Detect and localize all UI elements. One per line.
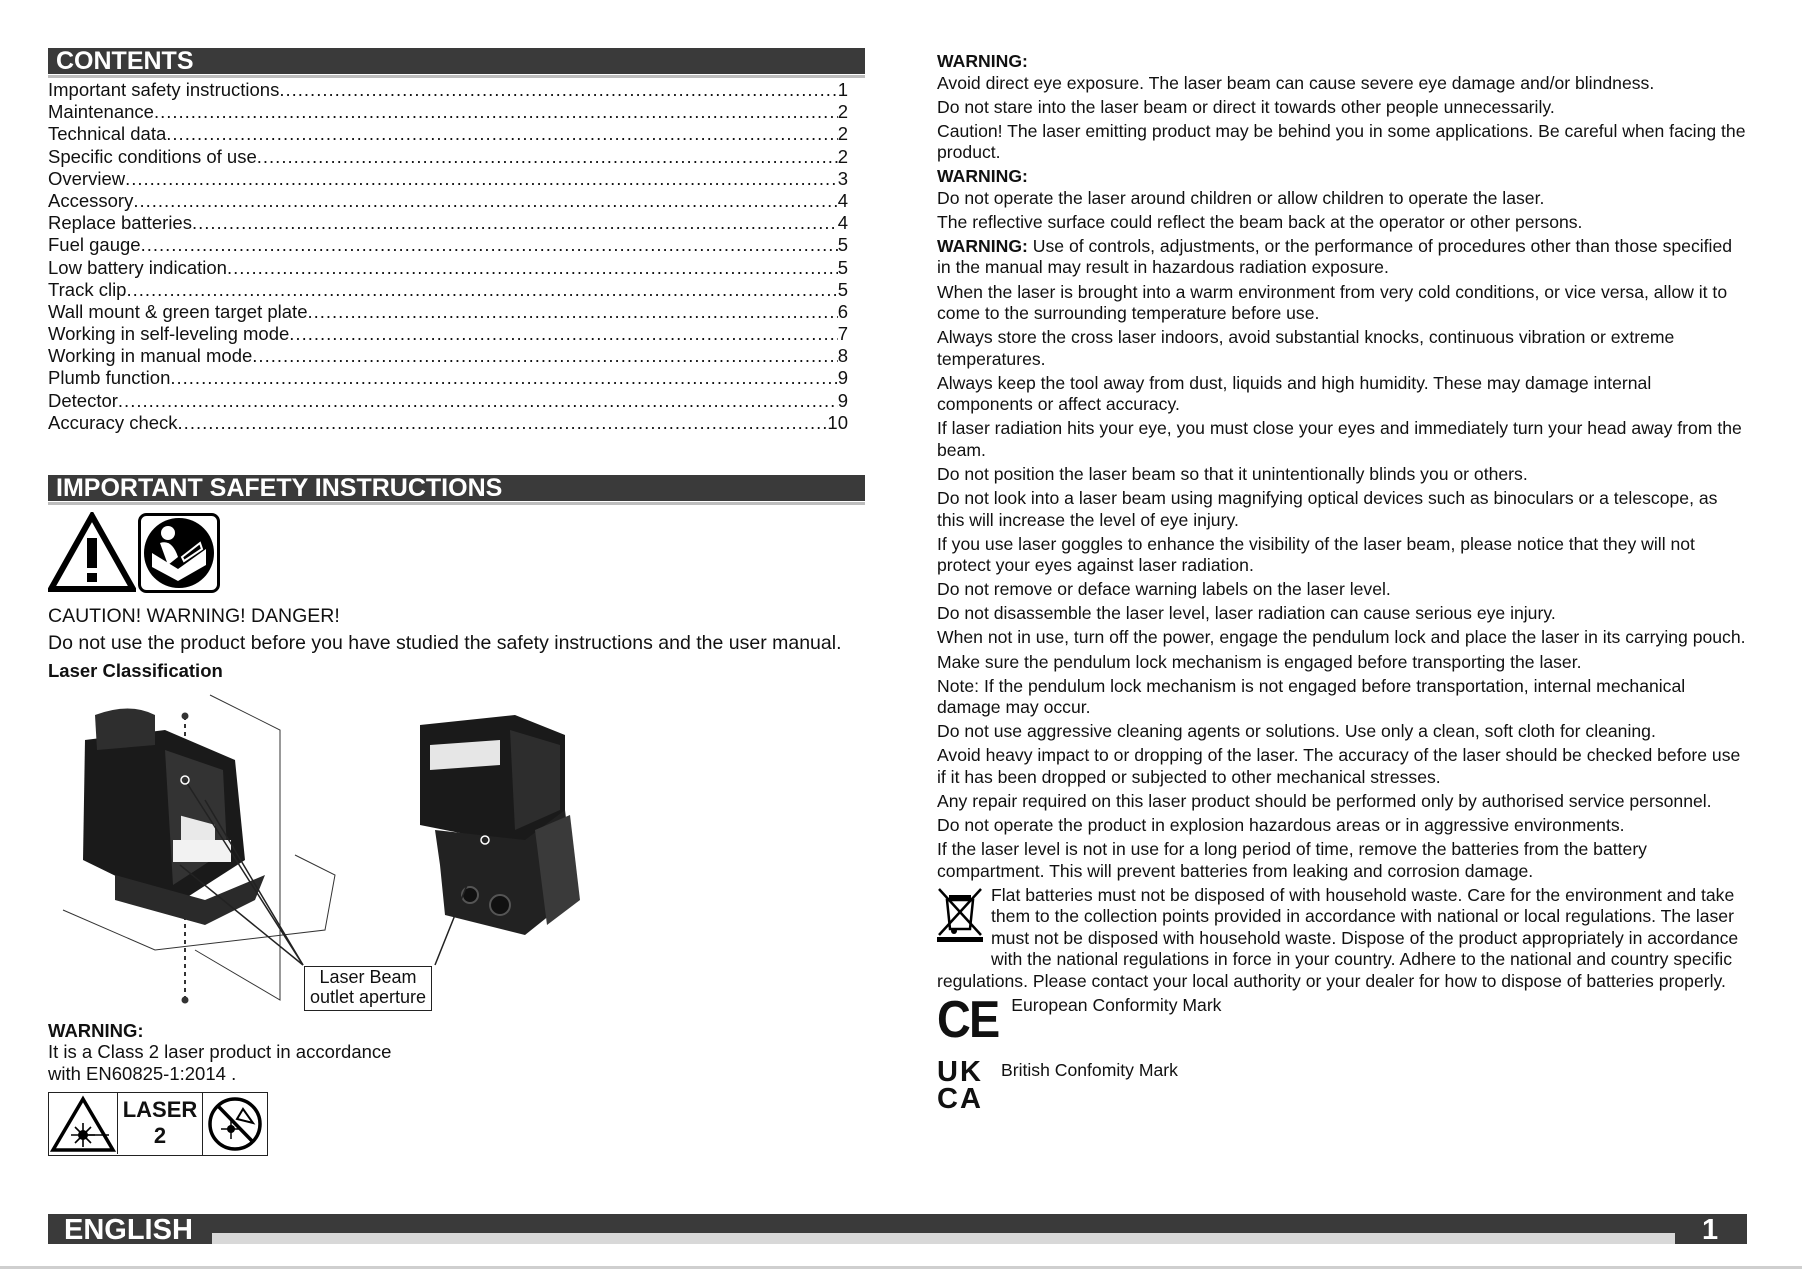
toc-leader-dots (133, 190, 837, 212)
toc-leader-dots (170, 367, 837, 389)
toc-entry-page: 5 (837, 234, 848, 256)
toc-entry (48, 101, 848, 123)
toc-entry-page: 4 (837, 212, 848, 234)
toc-entry-page: 5 (837, 278, 848, 300)
toc-leader-dots (125, 168, 838, 190)
safety-text-column (937, 51, 1749, 1113)
toc-entry (48, 168, 848, 190)
warning-heading-1: WARNING: (937, 51, 1028, 71)
safety-paragraph: Always keep the tool away from dust, liquids and high humidity. These may damage internal components or affect accuracy. (937, 372, 1652, 415)
toc-entry (48, 345, 848, 367)
toc-entry-title: Specific conditions of use (48, 145, 257, 167)
page-number: 1 (1702, 1214, 1719, 1246)
contents-heading-bar (48, 48, 865, 74)
toc-entry-title: Working in self-leveling mode (48, 323, 290, 345)
toc-entry-page: 6 (837, 300, 848, 322)
toc-entry-title: Fuel gauge (48, 234, 141, 256)
safety-paragraph: Do not remove or deface warning labels on the laser level. (937, 579, 1391, 600)
toc-leader-dots (252, 345, 837, 367)
toc-leader-dots (257, 146, 838, 168)
safety-paragraph: Any repair required on this laser product should be performed only by authorised service personnel. (937, 790, 1712, 811)
toc-leader-dots (279, 79, 837, 101)
safety-paragraph: If you use laser goggles to enhance the visibility of the laser beam, please notice that they will not protect your eyes against laser radiation. (937, 533, 1695, 576)
toc-entry (48, 234, 848, 256)
ukca-logo: UKCA (937, 1055, 983, 1115)
toc-entry (48, 190, 848, 212)
class2-warning-heading: WARNING: (48, 1020, 144, 1041)
disposal-text: Flat batteries must not be disposed of with household waste. Care for the environment and take them to the collection points provided in accordance with national or local regulations. The laser must not be disposed with household waste. Dispose of the product appropriately in accordance with the national regulations in force in your country. Adhere to the national and country specific (991, 884, 1739, 970)
weee-disposal-block (937, 885, 1749, 971)
ukca-label: British Confomity Mark (1001, 1060, 1178, 1080)
toc-entry (48, 323, 848, 345)
warning-heading-2: WARNING: (937, 166, 1028, 187)
toc-entry-title: Wall mount & green target plate (48, 300, 308, 322)
warning-triangle-icon (48, 512, 136, 592)
safety-paragraph: Do not look into a laser beam using magnifying optical devices such as binoculars or a telescope, as this will increase the level of eye injury. (937, 488, 1718, 530)
toc-entry-title: Overview (48, 167, 126, 189)
read-manual-icon (138, 513, 220, 593)
no-stare-icon (203, 1093, 267, 1154)
toc-entry (48, 123, 848, 145)
laser-class-text (118, 1093, 203, 1155)
caution-text: CAUTION! WARNING! DANGER! (48, 605, 340, 627)
toc-entry-page: 9 (837, 367, 848, 389)
safety-paragraph: If laser radiation hits your eye, you must close your eyes and immediately turn your head away from the beam. (937, 418, 1742, 460)
warning-paragraph-3 (937, 236, 1749, 279)
laser-class-number: 2 (153, 1123, 167, 1148)
toc-entry-page: 10 (827, 411, 848, 433)
toc-entry-title: Detector (48, 389, 118, 411)
ukca-mark-block (937, 1055, 1749, 1115)
callout-line-1: Laser Beam (319, 967, 417, 987)
safety-heading-bar (48, 475, 865, 501)
footer-language: ENGLISH (64, 1214, 193, 1246)
safety-paragraph: Make sure the pendulum lock mechanism is engaged before transporting the laser. (937, 651, 1582, 672)
toc-entry-page: 2 (837, 123, 848, 145)
toc-leader-dots (227, 257, 838, 279)
safety-paragraph: The reflective surface could reflect the beam back at the operator or other persons. (937, 211, 1583, 232)
safety-paragraph: Do not disassemble the laser level, laser radiation can cause serious eye injury. (937, 603, 1556, 624)
toc-entry-page: 7 (837, 323, 848, 345)
toc-leader-dots (289, 323, 837, 345)
safety-paragraph: Avoid direct eye exposure. The laser beam can cause severe eye damage and/or blindness. (937, 72, 1655, 93)
toc-entry-page: 5 (837, 256, 848, 278)
safety-paragraph: Do not operate the product in explosion hazardous areas or in aggressive environments. (937, 814, 1625, 835)
warning-3-text: Use of controls, adjustments, or the performance of procedures other than those specified in the manual may result in hazardous radiation exposure. (937, 235, 1733, 278)
toc-leader-dots (178, 412, 828, 434)
safety-paragraph: When not in use, turn off the power, engage the pendulum lock and place the laser in its carrying pouch. (937, 627, 1746, 648)
toc-entry-title: Working in manual mode (48, 345, 253, 367)
crossed-bin-icon (937, 885, 985, 943)
laser-class-label (48, 1092, 268, 1156)
ce-label: European Conformity Mark (1011, 994, 1222, 1015)
contents-title: CONTENTS (56, 47, 194, 75)
toc-entry-title: Low battery indication (48, 256, 227, 278)
toc-entry (48, 412, 848, 434)
laser-radiation-icon (49, 1093, 118, 1154)
toc-entry (48, 257, 848, 279)
safety-paragraph: Do not position the laser beam so that it unintentionally blinds you or others. (937, 463, 1528, 484)
toc-entry (48, 390, 848, 412)
toc-entry-page: 2 (837, 101, 848, 123)
toc-entry (48, 79, 848, 101)
laser-classification-heading: Laser Classification (48, 660, 223, 681)
warning-heading-3: WARNING: (937, 235, 1028, 256)
safety-paragraph: Always store the cross laser indoors, avoid substantial knocks, continuous vibration or extreme temperatures. (937, 327, 1675, 369)
toc-entry-title: Track clip (48, 278, 127, 300)
footer-strip (212, 1233, 1675, 1244)
laser-beam-callout (304, 966, 432, 1011)
ce-mark-block (937, 990, 1749, 1049)
safety-paragraph: Avoid heavy impact to or dropping of the laser. The accuracy of the laser should be checked before use if it has been dropped or subjected to other mechanical stresses. (937, 745, 1741, 787)
ce-logo: CE (937, 990, 999, 1049)
class2-warning-line2: with EN60825-1:2014 . (48, 1063, 237, 1084)
toc-leader-dots (141, 234, 838, 256)
safety-paragraph: Do not use aggressive cleaning agents or solutions. Use only a clean, soft cloth for cleaning. (937, 721, 1656, 742)
toc-entry-title: Plumb function (48, 367, 171, 389)
toc-leader-dots (126, 279, 837, 301)
safety-title: IMPORTANT SAFETY INSTRUCTIONS (56, 474, 503, 502)
safety-paragraph: Do not stare into the laser beam or direct it towards other people unnecessarily. (937, 96, 1555, 117)
disposal-text-end: regulations. Please contact your local authority or your dealer for how to dispose of batteries properly. (937, 970, 1726, 991)
toc-entry-page: 3 (837, 167, 848, 189)
callout-line-2: outlet aperture (309, 987, 427, 1007)
do-not-use-text: Do not use the product before you have studied the safety instructions and the user manual. (48, 632, 842, 654)
toc-leader-dots (118, 390, 838, 412)
toc-entry-title: Accessory (48, 189, 134, 211)
laser-device-illustration (55, 690, 595, 1010)
toc-entry-title: Important safety instructions (48, 79, 280, 100)
toc-entry-title: Accuracy check (48, 411, 178, 433)
toc-leader-dots (307, 301, 837, 323)
safety-paragraph: If the laser level is not in use for a long period of time, remove the batteries from the battery compartment. This will prevent batteries from leaking and corrosion damage. (937, 839, 1647, 881)
toc-entry (48, 279, 848, 301)
toc-entry (48, 301, 848, 323)
toc-entry-page: 8 (837, 345, 848, 367)
toc-entry-page: 2 (837, 145, 848, 167)
safety-paragraph: Caution! The laser emitting product may be behind you in some applications. Be careful when facing the product. (937, 120, 1746, 163)
safety-paragraph: Do not operate the laser around children or allow children to operate the laser. (937, 187, 1545, 208)
toc-entry (48, 146, 848, 168)
toc-leader-dots (154, 101, 838, 123)
toc-leader-dots (166, 123, 837, 145)
toc-entry-title: Replace batteries (48, 212, 192, 234)
toc-entry-page: 9 (837, 389, 848, 411)
toc-entry-title: Maintenance (48, 101, 154, 123)
toc-entry-page: 4 (837, 189, 848, 211)
safety-paragraph: Note: If the pendulum lock mechanism is not engaged before transportation, internal mechanical damage may occur. (937, 675, 1686, 718)
laser-word: LASER (122, 1097, 198, 1122)
toc-entry-title: Technical data (48, 123, 167, 145)
safety-paragraph: When the laser is brought into a warm environment from very cold conditions, or vice versa, allow it to come to the surrounding temperature before use. (937, 281, 1728, 324)
toc-entry-page: 1 (837, 79, 848, 100)
toc-entry (48, 212, 848, 234)
table-of-contents (48, 79, 848, 434)
toc-entry (48, 367, 848, 389)
toc-leader-dots (192, 212, 838, 234)
class2-warning-line1: It is a Class 2 laser product in accordance (48, 1041, 392, 1062)
